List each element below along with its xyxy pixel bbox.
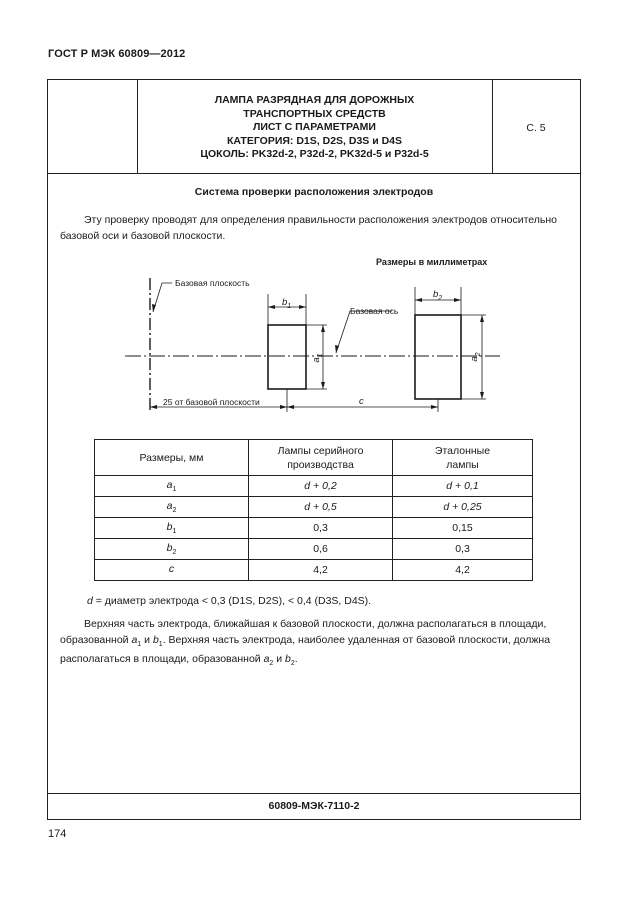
table-header-row: [95, 440, 533, 476]
sheet-title-line: ЛИСТ С ПАРАМЕТРАМИ: [253, 121, 376, 133]
page-number: 174: [48, 828, 67, 840]
row-serial-value: d + 0,5: [249, 497, 393, 518]
arrow: [268, 305, 275, 309]
row-symbol: $b_1$: [95, 518, 249, 539]
svg-text:a1: $a_1$: [311, 353, 324, 363]
label-base-plane: Базовая плоскость: [175, 278, 250, 288]
arrow: [335, 345, 339, 353]
arrow: [299, 305, 306, 309]
table-row: [95, 497, 533, 518]
final-paragraph: Верхняя часть электрода, ближайшая к базовой плоскости, должна располагаться в площади, образованной $a_1$ и $b_1$. Верхняя часть электрода, наиболее удаленная от базовой плоскости, должна располагаться в площади, образованной $a_2$ и $b_2$.: [60, 618, 551, 668]
arrow: [454, 298, 461, 302]
label-a2: [469, 352, 482, 361]
label-c: c: [359, 396, 364, 407]
row-symbol: c: [95, 560, 249, 581]
label-25: 25 от базовой плоскости: [163, 397, 260, 407]
label-b1: $b_1$: [282, 297, 292, 310]
arrow: [280, 405, 287, 409]
label-base-axis: Базовая ось: [350, 306, 399, 316]
svg-text:a2: $a_2$: [469, 352, 482, 362]
leader-base-plane: [153, 283, 172, 312]
row-reference-value: 0,3: [393, 539, 533, 560]
row-symbol: $a_1$: [95, 476, 249, 497]
row-serial-value: 4,2: [249, 560, 393, 581]
leader-base-axis: [336, 311, 392, 353]
row-serial-value: d + 0,2: [249, 476, 393, 497]
intro-paragraph: Эту проверку проводят для определения правильности расположения электродов относительно базовой оси и базовой плоскости.: [60, 214, 557, 242]
row-reference-value: d + 0,25: [393, 497, 533, 518]
sheet-page-ref: С. 5: [526, 122, 546, 134]
arrow: [415, 298, 422, 302]
sheet-title-line: ЦОКОЛЬ: PK32d-2, P32d-2, PK32d-5 и P32d-5: [200, 148, 429, 160]
sheet-id: 60809-МЭК-7110-2: [268, 800, 360, 812]
standard-code: ГОСТ Р МЭК 60809—2012: [48, 48, 186, 60]
arrow: [480, 392, 484, 399]
table-header-cell: Размеры, мм: [95, 440, 249, 476]
sheet-title-line: ЛАМПА РАЗРЯДНАЯ ДЛЯ ДОРОЖНЫХ: [214, 94, 415, 106]
table-header-cell: Лампы серийного производства: [249, 440, 393, 476]
arrow: [152, 304, 156, 312]
table-row: [95, 539, 533, 560]
row-symbol: $b_2$: [95, 539, 249, 560]
arrow: [321, 325, 325, 332]
row-reference-value: 4,2: [393, 560, 533, 581]
section-title: Система проверки расположения электродов: [194, 186, 434, 198]
arrow: [321, 382, 325, 389]
dimensions-table: [94, 439, 533, 581]
dimensions-note: Размеры в миллиметрах: [376, 257, 488, 267]
arrow: [431, 405, 438, 409]
row-reference-value: d + 0,1: [393, 476, 533, 497]
row-serial-value: 0,3: [249, 518, 393, 539]
sheet-title-line: ТРАНСПОРТНЫХ СРЕДСТВ: [243, 107, 386, 120]
row-serial-value: 0,6: [249, 539, 393, 560]
table-row: [95, 476, 533, 497]
row-symbol: $a_2$: [95, 497, 249, 518]
arrow: [287, 405, 294, 409]
label-b2: $b_2$: [433, 289, 443, 302]
arrow: [480, 315, 484, 322]
label-a1: [311, 353, 324, 362]
sheet-title-line: КАТЕГОРИЯ: D1S, D2S, D3S и D4S: [226, 134, 403, 147]
box-b2-a2: [415, 315, 461, 399]
table-row: [95, 518, 533, 539]
box-b1-a1: [268, 325, 306, 389]
arrow: [150, 405, 157, 409]
table-header-cell: Эталонные лампы: [393, 440, 533, 476]
row-reference-value: 0,15: [393, 518, 533, 539]
table-row: [95, 560, 533, 581]
diameter-note: d = диаметр электрода < 0,3 (D1S, D2S), < 0,4 (D3S, D4S).: [87, 595, 372, 607]
